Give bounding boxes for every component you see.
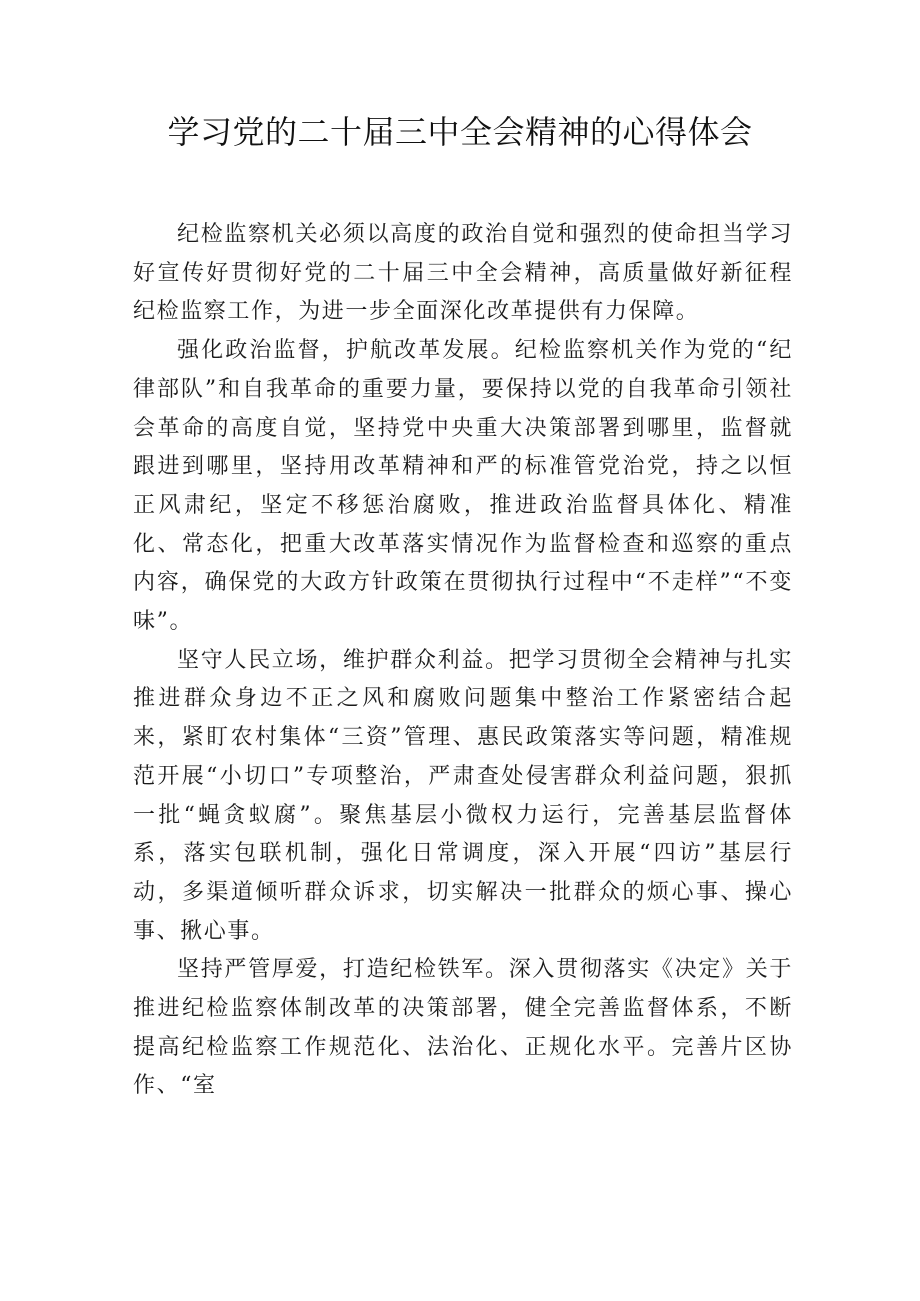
paragraph-strict-management: 坚持严管厚爱，打造纪检铁军。深入贯彻落实《决定》关于推进纪检监察体制改革的决策部署，健全完善监督体系，不断提高纪检监察工作规范化、法治化、正规化水平。完善片区协作、“室 (133, 957, 793, 1099)
paragraph-political-supervision: 强化政治监督，护航改革发展。纪检监察机关作为党的“纪律部队”和自我革命的重要力量，要保持以党的自我革命引领社会革命的高度自觉，坚持党中央重大决策部署到哪里，监督就跟进到哪里，坚持用改革精神和严的标准管党治党，持之以恒正风肃纪，坚定不移惩治腐败，推进政治监督具体化、精准化、常态化，把重大改革落实情况作为监督检查和巡察的重点内容，确保党的大政方针政策在贯彻执行过程中“不走样”“不变味”。 (133, 338, 793, 635)
paragraph-people-stance: 坚守人民立场，维护群众利益。把学习贯彻全会精神与扎实推进群众身边不正之风和腐败问题集中整治工作紧密结合起来，紧盯农村集体“三资”管理、惠民政策落实等问题，精准规范开展“小切口”专项整治，严肃查处侵害群众利益问题，狠抓一批“蝇贪蚁腐”。聚焦基层小微权力运行，完善基层监督体系，落实包联机制，强化日常调度，深入开展“四访”基层行动，多渠道倾听群众诉求，切实解决一批群众的烦心事、操心事、揪心事。 (133, 647, 793, 944)
document-body (133, 216, 793, 1106)
document-title: 学习党的二十届三中全会精神的心得体会 (167, 113, 753, 151)
paragraph-intro: 纪检监察机关必须以高度的政治自觉和强烈的使命担当学习好宣传好贯彻好党的二十届三中全会精神，高质量做好新征程纪检监察工作，为进一步全面深化改革提供有力保障。 (133, 222, 793, 325)
